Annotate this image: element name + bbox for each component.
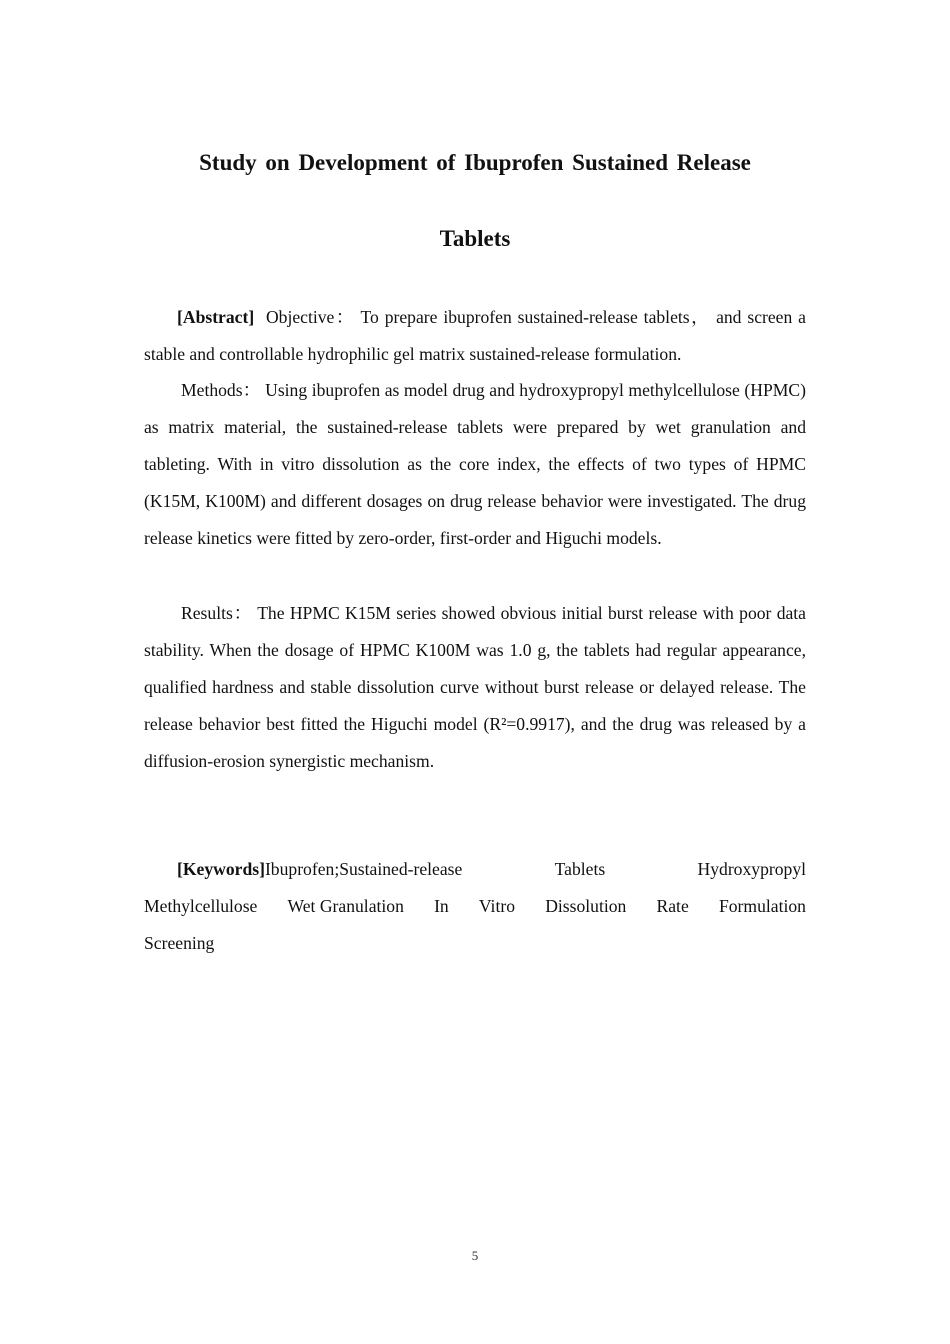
keyword-item: Methylcellulose — [144, 896, 258, 916]
objective-label: Objective： — [265, 307, 355, 327]
keywords-block — [144, 851, 806, 962]
keyword-item: Wet Granulation — [287, 896, 404, 916]
results-text: The HPMC K15M series showed obvious initial burst release with poor data stability. When the dosage of HPMC K100M was 1.0 g, the tablets had regular appearance, qualified hardness and stable dissolution curve without burst release or delayed release. The release behavior best fitted the Higuchi model (R²=0.9917), and the drug was released by a diffusion-erosion synergistic mechanism. — [144, 603, 806, 771]
keyword-item: Formulation — [718, 896, 806, 916]
abstract-results-paragraph — [144, 595, 806, 780]
keywords-row-1 — [144, 851, 806, 888]
keyword-item: Tablets — [554, 859, 606, 879]
keywords-label: [Keywords] — [177, 859, 265, 879]
keywords-row-3: Screening — [144, 933, 215, 953]
keyword-item: Vitro — [478, 896, 515, 916]
keyword-item: Dissolution — [545, 896, 627, 916]
keyword-item: In — [434, 896, 449, 916]
title-line-1: Study on Development of Ibuprofen Sustained Release — [199, 150, 751, 175]
keywords-row-2 — [144, 888, 806, 925]
page-number: 5 — [471, 1248, 479, 1263]
title-line-2: Tablets — [439, 226, 511, 251]
methods-text: Using ibuprofen as model drug and hydroxypropyl methylcellulose (HPMC) as matrix material, the sustained-release tablets were prepared by wet granulation and tableting. With in vitro dissolution as the core index, the effects of two types of HPMC (K15M, K100M) and different dosages on drug release behavior were investigated. The drug release kinetics were fitted by zero-order, first-order and Higuchi models. — [144, 380, 806, 548]
results-label: Results： — [181, 603, 253, 623]
keyword-item: [Keywords]Ibuprofen;Sustained-release — [177, 859, 463, 879]
abstract-methods-paragraph — [144, 372, 806, 557]
methods-label: Methods： — [181, 380, 261, 400]
abstract-objective-paragraph — [144, 299, 806, 373]
abstract-label: [Abstract] — [177, 307, 255, 327]
keyword-item: Rate — [656, 896, 689, 916]
objective-text: To prepare ibuprofen sustained-release tablets， and screen a stable and controllable hydrophilic gel matrix sustained-release formulation. — [144, 307, 806, 364]
keyword-item: Hydroxypropyl — [697, 859, 806, 879]
